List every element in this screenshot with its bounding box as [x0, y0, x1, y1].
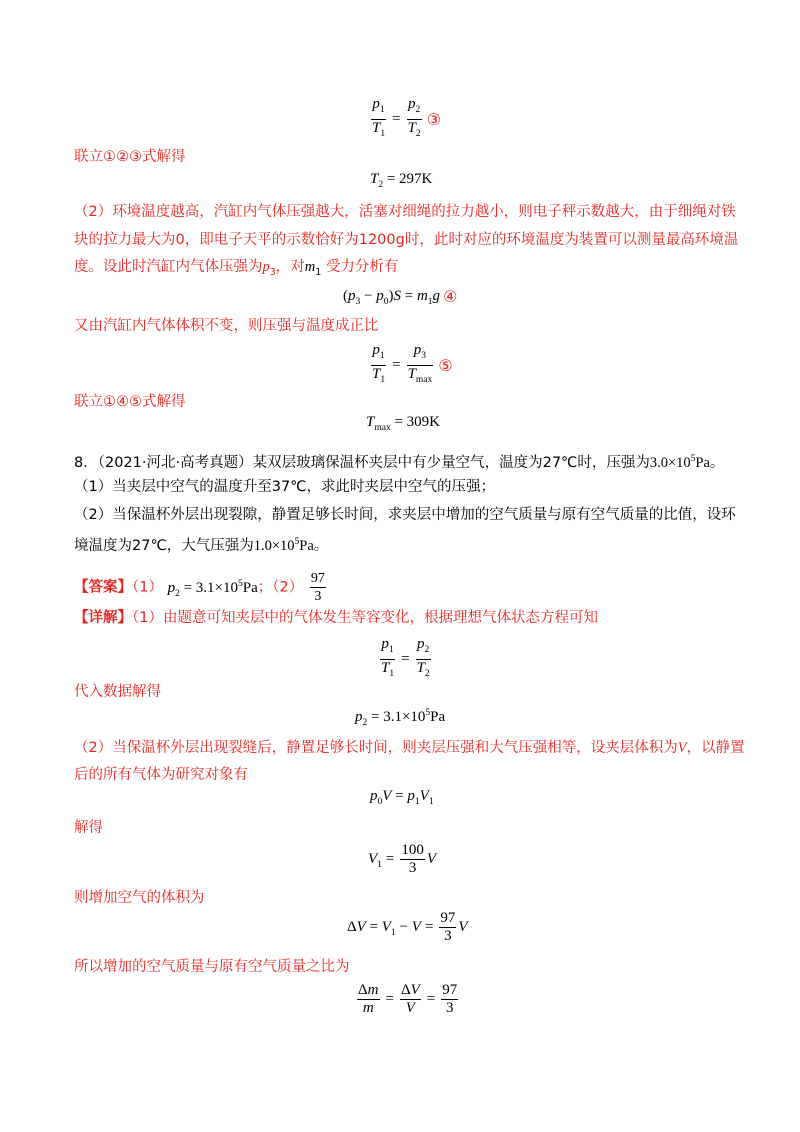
- text-line: 联立①②③式解得: [74, 149, 186, 165]
- equation-tmax: $T_{max} = 309K$: [366, 414, 440, 433]
- equation-isochoric: $\frac{p_1}{T_1}$ = $\frac{p_2}{T_2}$: [381, 636, 430, 679]
- text-line: 解得: [74, 820, 103, 836]
- question-8-part2-cont: 境温度为27℃，大气压强为$1.0\times 10^5Pa$。: [74, 537, 329, 554]
- circled-5: ⑤: [438, 356, 453, 375]
- equation-delta-v: $\Delta V = V_1 - V$ = $\frac{97}{3}$ V: [347, 910, 468, 944]
- detail-line: 【详解】（1）由题意可知夹层中的气体发生等容变化，根据理想气体状态方程可知: [74, 610, 598, 626]
- text-line: （2）当保温杯外层出现裂缝后，静置足够长时间，则夹层压强和大气压强相等，设夹层体积为V，以静置: [74, 740, 745, 756]
- text-line: 代入数据解得: [74, 684, 161, 700]
- question-8-stem: 8．（2021·河北·高考真题）某双层玻璃保温杯夹层中有少量空气，温度为27℃时，压强为$3.0\times 10^5Pa$。: [74, 454, 725, 471]
- equation-charles-2: $\frac{p_1}{T_1}$ = $\frac{p_3}{T_{max}}$ ⑤: [372, 342, 453, 385]
- text-line: 块的拉力最大为0，即电子天平的示数恰好为1200g时，此时对应的环境温度为装置可以测量最高环境温: [74, 232, 739, 248]
- equation-mass-ratio: $\frac{\Delta m}{m}$ = $\frac{\Delta V}{V}$ = $\frac{97}{3}$: [358, 982, 458, 1016]
- text-line: 联立①④⑤式解得: [74, 394, 186, 410]
- circled-3: ③: [426, 110, 441, 129]
- text-line: 又由汽缸内气体体积不变，则压强与温度成正比: [74, 318, 379, 334]
- answer-line: 【答案】（1） $p_2 = 3.1\times 10^5Pa$；（2） $\frac{97}{3}$: [74, 571, 325, 604]
- question-8-part1: （1）当夹层中空气的温度升至37℃，求此时夹层中空气的压强；: [74, 479, 495, 495]
- circled-4: ④: [443, 287, 458, 306]
- equation-boyle: $p_0V = p_1V_1$: [370, 788, 434, 807]
- equation-p2: $p_2 = 3.1\times 10^5Pa$: [355, 708, 446, 728]
- equation-force-balance: $(p_3 - p_0)S = m_1g$ ④: [343, 287, 458, 307]
- equation-t2: $T_2 = 297K$: [370, 171, 433, 190]
- text-line: 则增加空气的体积为: [74, 890, 205, 906]
- question-8-part2: （2）当保温杯外层出现裂隙，静置足够长时间，求夹层中增加的空气质量与原有空气质量的比值，设环: [74, 507, 736, 523]
- text-line: 所以增加的空气质量与原有空气质量之比为: [74, 959, 350, 975]
- equation-charles-1: $\frac{p_1}{T_1}$ = $\frac{p_2}{T_2}$ ③: [372, 96, 441, 139]
- text-line: 后的所有气体为研究对象有: [74, 767, 248, 783]
- text-line: （2）环境温度越高，汽缸内气体压强越大，活塞对细绳的拉力越小，则电子秤示数越大，由于细绳对铁: [74, 204, 736, 220]
- equation-v1: $V_1$ = $\frac{100}{3}$ V: [368, 842, 437, 876]
- text-line: 度。设此时汽缸内气体压强为$p_3$，对$m_1$ 受力分析有: [74, 259, 399, 278]
